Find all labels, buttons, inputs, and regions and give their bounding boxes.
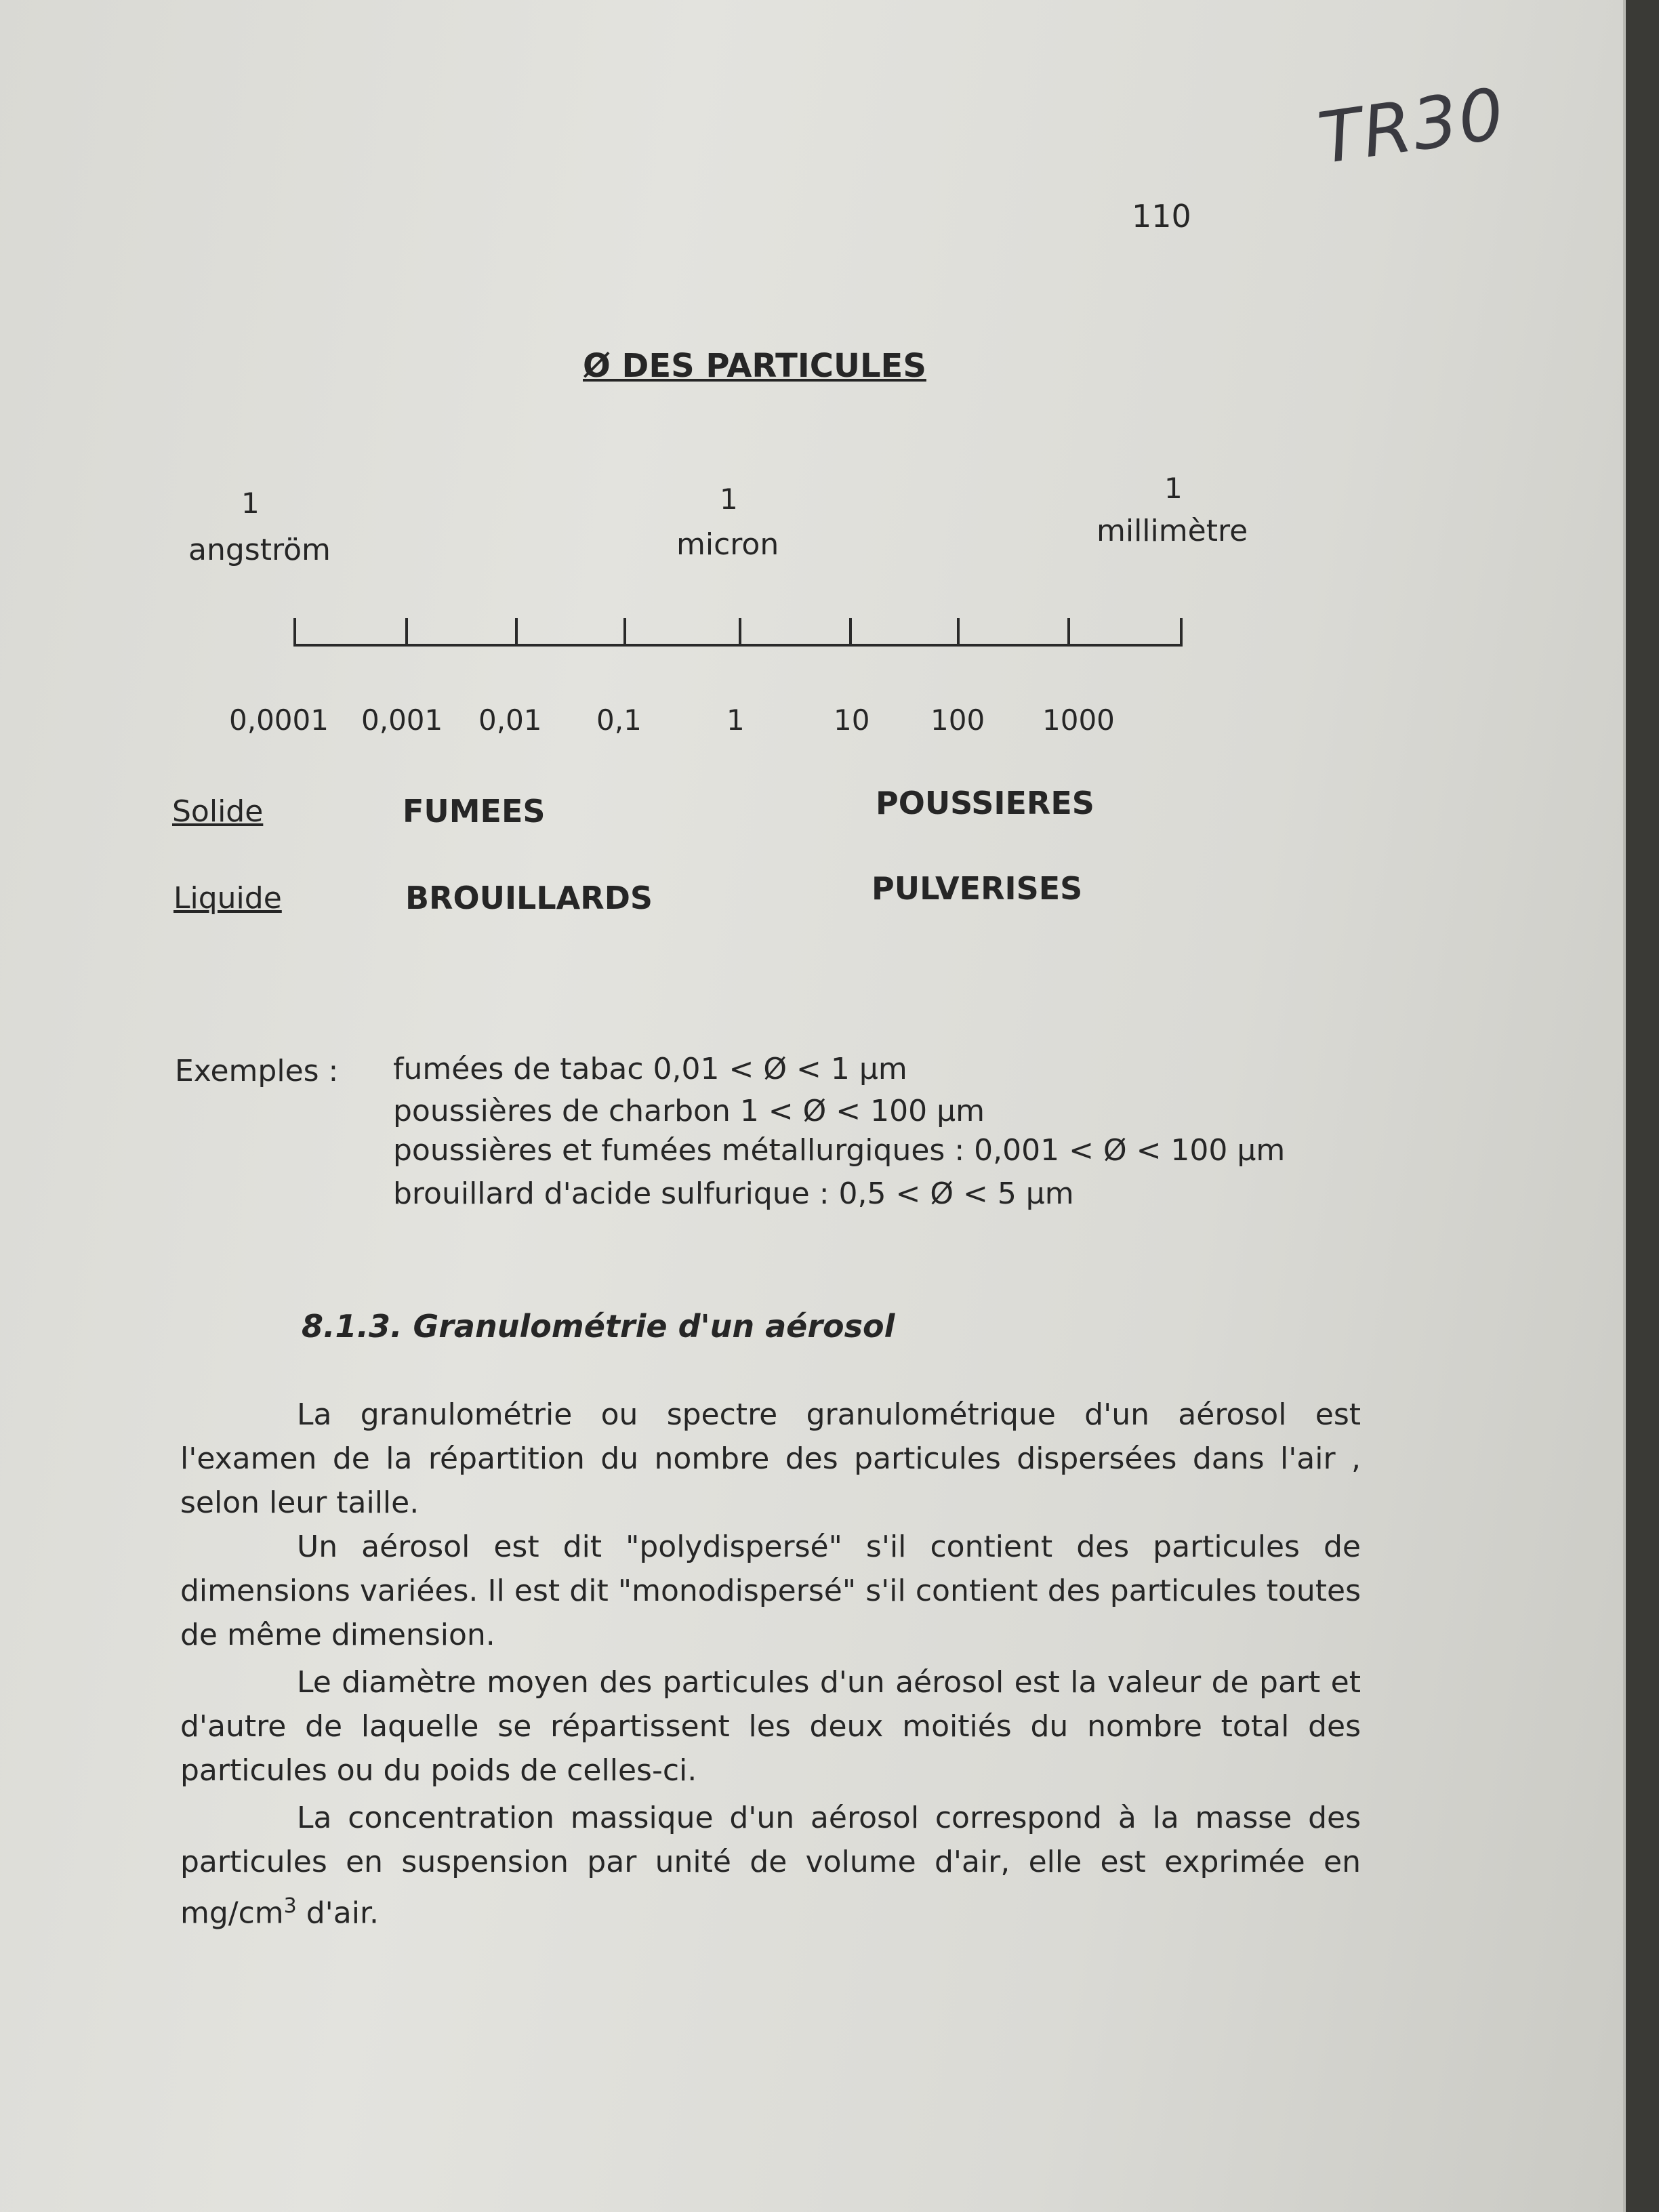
paragraph: Un aérosol est dit "polydispersé" s'il contient des particules de dimensions variées. Il est dit "monodispersé" s'il contient des particules toutes de même dimension. [180, 1530, 1361, 1652]
scale-value: 0,01 [478, 703, 542, 737]
scale-value: 100 [930, 703, 985, 737]
scale-value: 1 [726, 703, 745, 737]
examples-label: Exemples : [175, 1054, 339, 1088]
page-number: 110 [1132, 198, 1191, 234]
paragraph-text: d'air. [296, 1896, 380, 1931]
handwritten-code: TR30 [1313, 72, 1511, 180]
scale-mark [1180, 618, 1183, 647]
unit-tick-angstrom: 1 [241, 487, 260, 520]
unit-tick-millimetre: 1 [1164, 472, 1183, 505]
scale-mark [1067, 618, 1070, 647]
paragraph-text: La concentration massique d'un aérosol correspond à la masse des particules en suspension par unité de volume d'air, elle est exprimée en mg/cm [180, 1801, 1361, 1931]
superscript: 3 [283, 1894, 297, 1918]
scale-value: 10 [834, 703, 870, 737]
scale-mark [957, 618, 960, 647]
example-item: poussières et fumées métallurgiques : 0,001 < Ø < 100 µm [393, 1133, 1286, 1168]
section-heading: 8.1.3. Granulométrie d'un aérosol [302, 1308, 895, 1345]
paragraph [180, 1796, 1361, 1936]
category-pulverises: PULVERISES [872, 870, 1083, 907]
example-item: fumées de tabac 0,01 < Ø < 1 µm [393, 1052, 907, 1086]
scale-mark [849, 618, 852, 647]
example-item: brouillard d'acide sulfurique : 0,5 < Ø < 5 µm [393, 1176, 1074, 1211]
scale-mark [405, 618, 408, 647]
scale-mark [293, 618, 296, 647]
state-label-solid: Solide [172, 794, 264, 829]
example-item: poussières de charbon 1 < Ø < 100 µm [393, 1094, 985, 1128]
paragraph: La granulométrie ou spectre granulométrique d'un aérosol est l'examen de la répartition du nombre des particules dispersées dans l'air , selon leur taille. [180, 1397, 1361, 1520]
scale-mark [739, 618, 741, 647]
scale-value: 0,0001 [229, 703, 329, 737]
unit-label-angstrom: angström [188, 533, 331, 567]
unit-label-millimetre: millimètre [1097, 514, 1248, 548]
category-brouillards: BROUILLARDS [405, 880, 653, 916]
paragraph: Le diamètre moyen des particules d'un aérosol est la valeur de part et d'autre de laquelle se répartissent les deux moitiés du nombre total des particules ou du poids de celles-ci. [180, 1665, 1361, 1788]
state-label-liquid: Liquide [173, 881, 282, 916]
unit-label-micron: micron [676, 527, 779, 562]
scale-value: 0,001 [361, 703, 443, 737]
scale-mark [515, 618, 518, 647]
scale-axis [293, 644, 1183, 647]
category-fumees: FUMEES [403, 793, 546, 830]
scale-mark [623, 618, 626, 647]
scale-value: 0,1 [596, 703, 642, 737]
page-title: Ø DES PARTICULES [583, 347, 926, 385]
scale-value: 1000 [1042, 703, 1115, 737]
category-poussieres: POUSSIERES [876, 785, 1094, 821]
unit-tick-micron: 1 [720, 483, 738, 516]
